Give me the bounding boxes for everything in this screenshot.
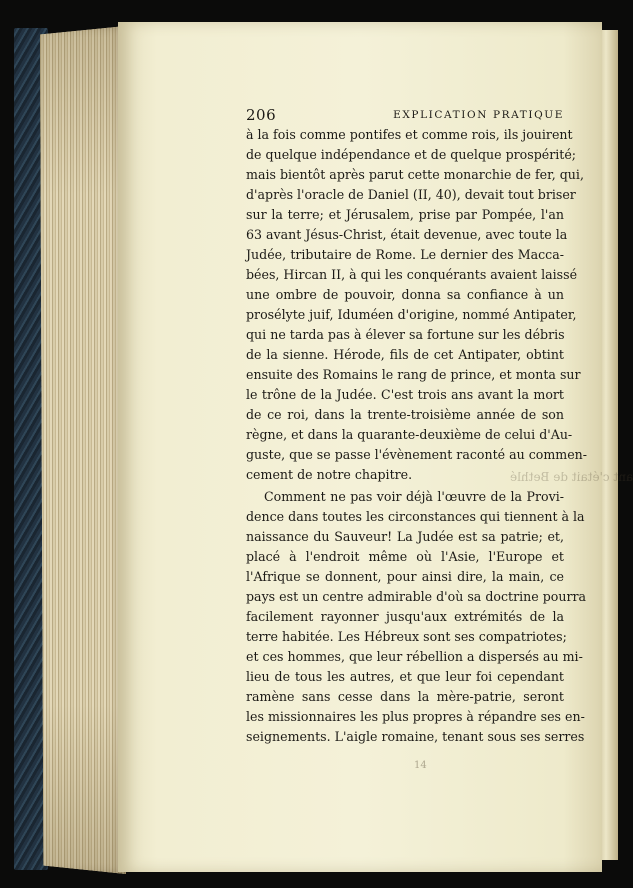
text-line: placé à l'endroit même où l'Asie, l'Europe et: [246, 549, 564, 564]
text-line: une ombre de pouvoir, donna sa confiance à un: [246, 287, 564, 302]
bleed-through-text: ant c'était de Bethlé: [510, 470, 633, 484]
text-line: ensuite des Romains le rang de prince, et monta sur: [246, 367, 581, 382]
text-line: pays est un centre admirable d'où sa doctrine pourra: [246, 589, 586, 604]
text-line: prosélyte juif, Iduméen d'origine, nommé Antipater,: [246, 307, 577, 322]
text-line: les missionnaires les plus propres à répandre ses en-: [246, 709, 585, 724]
text-line: dence dans toutes les circonstances qui tiennent à la: [246, 509, 585, 524]
text-line: ramène sans cesse dans la mère-patrie, seront: [246, 689, 564, 704]
text-line: d'après l'oracle de Daniel (II, 40), devait tout briser: [246, 187, 576, 202]
text-line: naissance du Sauveur! La Judée est sa patrie; et,: [246, 529, 564, 544]
text-line: à la fois comme pontifes et comme rois, ils jouirent: [246, 127, 573, 142]
signature-mark: 14: [414, 760, 427, 771]
text-line: règne, et dans la quarante-deuxième de celui d'Au-: [246, 427, 573, 442]
book-page: [118, 22, 633, 872]
page-edges: [40, 26, 126, 874]
text-line: qui ne tarda pas à élever sa fortune sur les débris: [246, 327, 565, 342]
text-line: 63 avant Jésus-Christ, était devenue, avec toute la: [246, 227, 568, 242]
text-line: et ces hommes, que leur rébellion a dispersés au mi-: [246, 649, 583, 664]
text-line: de ce roi, dans la trente-troisième année de son: [246, 407, 564, 422]
text-line: Comment ne pas voir déjà l'œuvre de la Provi-: [264, 489, 564, 504]
text-line: terre habitée. Les Hébreux sont ses compatriotes;: [246, 629, 567, 644]
text-line: cement de notre chapitre.: [246, 467, 413, 482]
text-line: facilement rayonner jusqu'aux extrémités de la: [246, 609, 564, 624]
page-number: 206: [246, 106, 277, 124]
running-head: [246, 106, 564, 124]
text-line: l'Afrique se donnent, pour ainsi dire, la main, ce: [246, 569, 564, 584]
text-line: le trône de la Judée. C'est trois ans avant la mort: [246, 387, 564, 402]
text-line: de quelque indépendance et de quelque prospérité;: [246, 147, 577, 162]
text-line: bées, Hircan II, à qui les conquérants avaient laissé: [246, 267, 578, 282]
text-line: guste, que se passe l'évènement raconté au commen-: [246, 447, 588, 462]
text-line: de la sienne. Hérode, fils de cet Antipater, obtint: [246, 347, 564, 362]
text-line: mais bientôt après parut cette monarchie de fer, qui,: [246, 167, 584, 182]
text-line: sur la terre; et Jérusalem, prise par Pompée, l'an: [246, 207, 564, 222]
running-title: EXPLICATION PRATIQUE: [393, 109, 564, 121]
text-line: Judée, tributaire de Rome. Le dernier des Macca-: [246, 247, 564, 262]
text-line: lieu de tous les autres, et que leur foi cependant: [246, 669, 564, 684]
text-line: seignements. L'aigle romaine, tenant sous ses serres: [246, 729, 585, 744]
